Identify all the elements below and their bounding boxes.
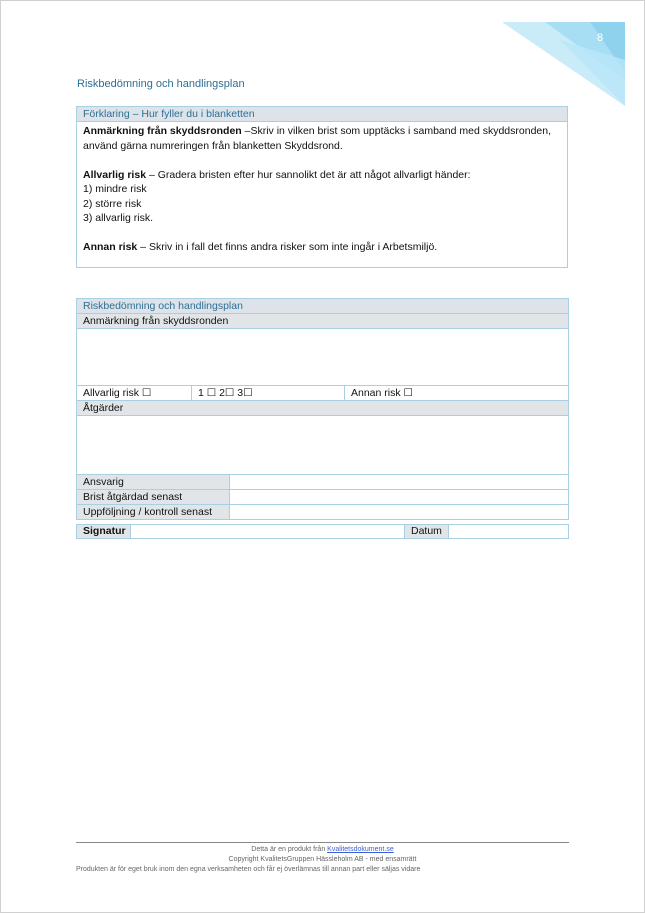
remark-field[interactable] bbox=[77, 329, 569, 386]
signature-table bbox=[76, 524, 569, 539]
deadline-label: Brist åtgärdad senast bbox=[77, 490, 230, 505]
footer-divider bbox=[76, 842, 569, 843]
followup-field[interactable] bbox=[230, 505, 569, 520]
actions-label: Åtgärder bbox=[77, 401, 569, 416]
serious-risk-term: Allvarlig risk bbox=[83, 168, 147, 181]
remark-description-cont: använd gärna numreringen från blanketten Skyddsrond. bbox=[83, 139, 343, 152]
footer-copyright: Copyright KvalitetsGruppen Hässleholm AB - med ensamrätt bbox=[228, 856, 417, 863]
other-risk-term: Annan risk bbox=[83, 241, 138, 253]
page-number: 8 bbox=[596, 32, 604, 44]
list-item: 1) mindre risk bbox=[83, 183, 147, 195]
other-risk-checkbox[interactable]: Annan risk ☐ bbox=[345, 386, 569, 401]
list-item: 3) allvarlig risk. bbox=[83, 212, 154, 224]
remark-label: Anmärkning från skyddsronden bbox=[77, 314, 569, 329]
signature-field[interactable] bbox=[131, 525, 405, 539]
document-title: Riskbedömning och handlingsplan bbox=[77, 78, 245, 90]
date-label: Datum bbox=[405, 525, 449, 539]
footer-line-1 bbox=[76, 846, 569, 853]
responsible-field[interactable] bbox=[230, 475, 569, 490]
followup-label: Uppföljning / kontroll senast bbox=[77, 505, 230, 520]
responsible-label: Ansvarig bbox=[77, 475, 230, 490]
explanation-body bbox=[77, 122, 568, 268]
deadline-field[interactable] bbox=[230, 490, 569, 505]
risk-grade-checkboxes[interactable]: 1 ☐ 2☐ 3☐ bbox=[192, 386, 345, 401]
plan-table bbox=[76, 298, 569, 520]
footer-prefix: Detta är en produkt från bbox=[251, 846, 328, 853]
footer-link[interactable]: Kvalitetsdokument.se bbox=[327, 846, 394, 853]
other-risk-description: – Skriv in i fall det finns andra risker som inte ingår i Arbetsmiljö. bbox=[137, 241, 438, 253]
explanation-header: Förklaring – Hur fyller du i blanketten bbox=[77, 107, 568, 122]
remark-term: Anmärkning från skyddsronden bbox=[83, 125, 242, 137]
corner-decoration bbox=[0, 0, 645, 120]
date-field[interactable] bbox=[449, 525, 569, 539]
plan-header: Riskbedömning och handlingsplan bbox=[77, 299, 569, 314]
serious-risk-checkbox[interactable]: Allvarlig risk ☐ bbox=[77, 386, 192, 401]
serious-risk-description: – Gradera bristen efter hur sannolikt det är att något allvarligt händer: bbox=[146, 168, 471, 181]
explanation-table bbox=[76, 106, 568, 268]
footer-disclaimer: Produkten är för eget bruk inom den egna verksamheten och får ej överlämnas till annan part eller säljas vidare bbox=[76, 866, 421, 873]
signature-label: Signatur bbox=[77, 525, 131, 539]
actions-field[interactable] bbox=[77, 416, 569, 475]
list-item: 2) större risk bbox=[83, 197, 142, 210]
remark-description: –Skriv in vilken brist som upptäcks i samband med skyddsronden, bbox=[241, 125, 552, 137]
